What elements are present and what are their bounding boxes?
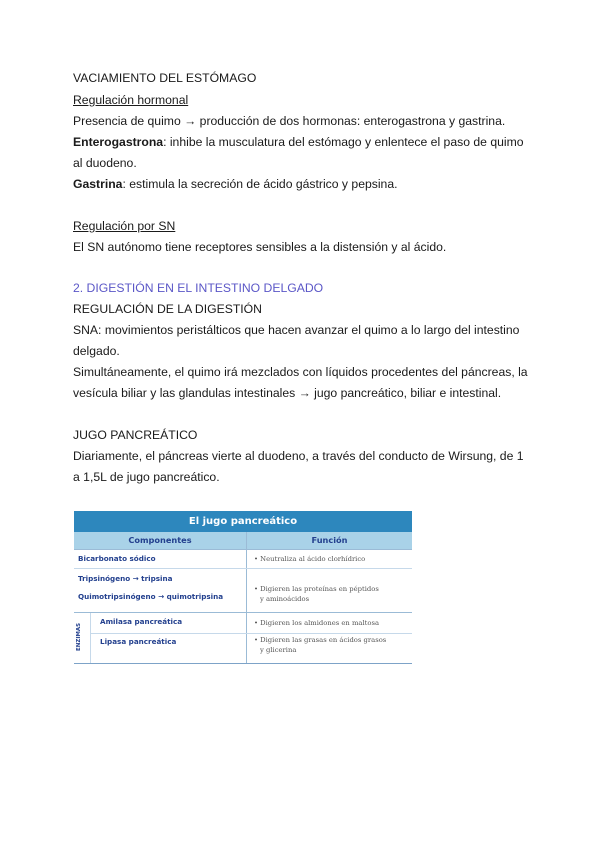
paragraph-quimo: Presencia de quimo → producción de dos hormonas: enterogastrona y gastrina. xyxy=(73,114,506,128)
paragraph-simultaneamente: Simultáneamente, el quimo irá mezclados con líquidos procedentes del páncreas, la xyxy=(73,365,528,379)
enzimas-side-label: ENZIMAS xyxy=(76,622,82,652)
text-enterogastrona: : inhibe la musculatura del estómago y enlentece el paso de quimo xyxy=(163,135,524,149)
table-divider xyxy=(74,612,412,613)
table-column-divider xyxy=(246,532,247,663)
table-divider xyxy=(90,633,412,634)
section-title-regulacion-digestion: REGULACIÓN DE LA DIGESTIÓN xyxy=(73,302,262,316)
paragraph-enterogastrona xyxy=(73,132,524,153)
table-cell-amilasa: Amilasa pancreática xyxy=(100,617,183,626)
subheading-regulacion-sn: Regulación por SN xyxy=(73,219,176,233)
table-cell-funcion-proteinas: • Digieren las proteínas en péptidos xyxy=(254,585,379,593)
table-divider xyxy=(74,568,412,569)
table-header-componentes: Componentes xyxy=(74,532,246,549)
paragraph-sn-autonomo: El SN autónomo tiene receptores sensibles a la distensión y al ácido. xyxy=(73,240,447,254)
table-divider xyxy=(74,549,412,550)
enzimas-divider xyxy=(90,612,91,663)
paragraph-sna: SNA: movimientos peristálticos que hacen avanzar el quimo a lo largo del intestino xyxy=(73,323,520,337)
table-cell-quimotripsinogeno: Quimotripsinógeno → quimotripsina xyxy=(78,592,224,601)
term-enterogastrona: Enterogastrona xyxy=(73,135,164,149)
paragraph-diariamente-cont: a 1,5L de jugo pancreático. xyxy=(73,470,220,484)
table-cell-funcion-grasas: • Digieren las grasas en ácidos grasos xyxy=(254,636,387,644)
section-title-jugo-pancreatico: JUGO PANCREÁTICO xyxy=(73,428,198,442)
table-cell-funcion-grasas-cont: y glicerina xyxy=(260,646,297,654)
table-title: El jugo pancreático xyxy=(74,511,412,532)
table-cell-funcion-proteinas-cont: y aminoácidos xyxy=(260,595,310,603)
table-cell-funcion-bicarbonato: • Neutraliza al ácido clorhídrico xyxy=(254,555,366,563)
table-cell-tripsinogeno: Tripsinógeno → tripsina xyxy=(78,574,173,583)
paragraph-enterogastrona-cont: al duodeno. xyxy=(73,156,137,170)
table-cell-bicarbonato: Bicarbonato sódico xyxy=(78,554,156,563)
table-cell-lipasa: Lipasa pancreática xyxy=(100,637,177,646)
text-gastrina: : estimula la secreción de ácido gástrico y pepsina. xyxy=(122,177,398,191)
paragraph-diariamente: Diariamente, el páncreas vierte al duodeno, a través del conducto de Wirsung, de 1 xyxy=(73,449,524,463)
paragraph-simultaneamente-cont: vesícula biliar y las glandulas intestinales → jugo pancreático, biliar e intestinal. xyxy=(73,386,502,400)
jugo-pancreatico-table xyxy=(74,511,412,664)
table-header-funcion: Función xyxy=(247,532,412,549)
paragraph-sna-cont: delgado. xyxy=(73,344,120,358)
subheading-regulacion-hormonal: Regulación hormonal xyxy=(73,93,189,107)
table-cell-funcion-almidones: • Digieren los almidones en maltosa xyxy=(254,619,379,627)
paragraph-gastrina xyxy=(73,174,398,195)
term-gastrina: Gastrina xyxy=(73,177,123,191)
section-title-vaciamiento: VACIAMIENTO DEL ESTÓMAGO xyxy=(73,71,257,85)
section-heading-intestino: 2. DIGESTIÓN EN EL INTESTINO DELGADO xyxy=(73,281,324,295)
